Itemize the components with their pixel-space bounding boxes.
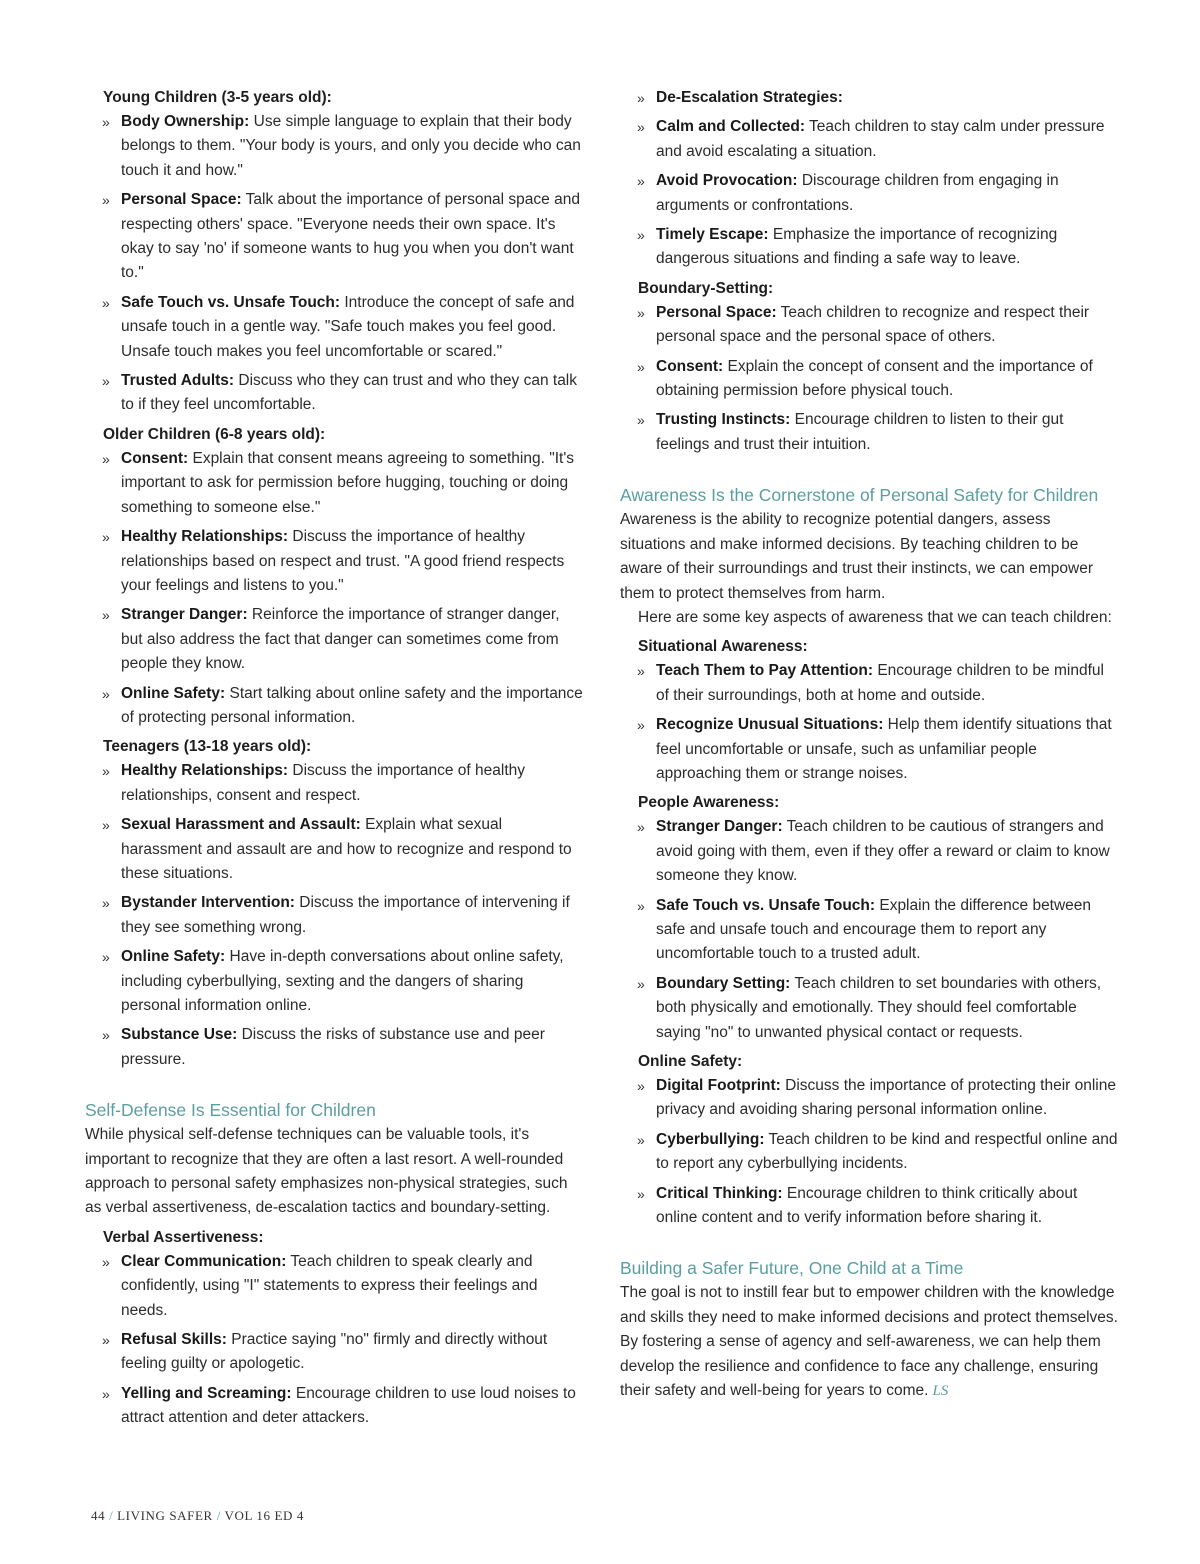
list-item xyxy=(620,86,1120,110)
page-number: 44 xyxy=(91,1508,106,1523)
item-label: Personal Space: xyxy=(121,191,242,209)
bullet-marker-icon: » xyxy=(102,192,110,209)
list-item xyxy=(85,291,585,364)
subheading-online: Online Safety: xyxy=(638,1053,743,1070)
section-heading-self-defense: Self-Defense Is Essential for Children xyxy=(85,1100,376,1121)
item-text: Discuss the importance of intervening if they see something wrong. xyxy=(121,894,570,936)
subheading-older: Older Children (6-8 years old): xyxy=(103,425,326,443)
bullet-marker-icon: » xyxy=(102,1027,110,1044)
item-label: Timely Escape: xyxy=(656,226,769,244)
item-label: Stranger Danger: xyxy=(656,818,783,836)
bullet-marker-icon: » xyxy=(102,1253,110,1270)
item-label: Teach Them to Pay Attention: xyxy=(656,662,874,680)
subheading-teens: Teenagers (13-18 years old): xyxy=(103,738,312,756)
item-text: Discuss the importance of healthy relationships, consent and respect. xyxy=(121,762,526,804)
item-label: Digital Footprint: xyxy=(656,1077,781,1094)
item-text: Teach children to be cautious of strangers and avoid going with them, even if they offer a reward or claim to know someone they know. xyxy=(656,818,1110,885)
list-item xyxy=(620,223,1120,272)
bullet-list xyxy=(620,1074,1120,1230)
list-item xyxy=(85,525,585,598)
item-text: Teach children to stay calm under pressure and avoid escalating a situation. xyxy=(656,118,1105,160)
item-label: Trusting Instincts: xyxy=(656,411,791,429)
item-text: Encourage children to listen to their gut feelings and trust their intuition. xyxy=(656,411,1064,453)
list-item xyxy=(620,659,1120,708)
right-column xyxy=(620,86,1120,1403)
left-column xyxy=(85,86,585,1436)
list-item xyxy=(85,110,585,183)
item-text: Use simple language to explain that their body belongs to them. "Your body is yours, and only you decide who can touch it and how." xyxy=(121,113,581,179)
list-item xyxy=(85,759,585,808)
item-text: Teach children to speak clearly and confidently, using "I" statements to express their feelings and needs. xyxy=(121,1252,538,1319)
subheading-verbal: Verbal Assertiveness: xyxy=(103,1228,264,1246)
list-item xyxy=(620,815,1120,888)
item-label: Healthy Relationships: xyxy=(121,528,289,546)
bullet-list xyxy=(620,86,1120,272)
list-item xyxy=(620,1074,1120,1123)
item-text: Teach children to be kind and respectful online and to report any cyberbullying incidents. xyxy=(656,1130,1118,1173)
paragraph xyxy=(620,1281,1120,1403)
bullet-marker-icon: » xyxy=(637,717,645,734)
page-footer xyxy=(91,1508,304,1524)
section-heading-awareness: Awareness Is the Cornerstone of Personal Safety for Children xyxy=(620,485,1099,506)
item-text: Teach children to recognize and respect their personal space and the personal space of others. xyxy=(656,303,1090,346)
paragraph: Here are some key aspects of awareness that we can teach children: xyxy=(638,608,1112,626)
bullet-marker-icon: » xyxy=(637,975,645,992)
bullet-marker-icon: » xyxy=(637,412,645,429)
item-label: Stranger Danger: xyxy=(121,606,248,624)
item-label: Cyberbullying: xyxy=(656,1130,765,1148)
bullet-marker-icon: » xyxy=(637,304,645,321)
item-label: Safe Touch vs. Unsafe Touch: xyxy=(121,293,341,311)
bullet-marker-icon: » xyxy=(637,358,645,375)
paragraph: While physical self-defense techniques can be valuable tools, it's important to recognize that they are often a last resort. A well-rounded approach to personal safety emphasizes non-physical strategies, such as verbal assertiveness, de-escalation tactics and boundary-setting. xyxy=(85,1126,568,1217)
item-text: Discuss who they can trust and who they can talk to if they feel uncomfortable. xyxy=(121,372,578,414)
item-text: Encourage children to use loud noises to attract attention and deter attackers. xyxy=(121,1384,576,1427)
section-heading-future: Building a Safer Future, One Child at a Time xyxy=(620,1258,964,1279)
item-text: Discuss the importance of protecting their online privacy and avoiding sharing personal information online. xyxy=(656,1077,1116,1119)
item-text: Start talking about online safety and the importance of protecting personal information. xyxy=(121,684,583,726)
item-label: Sexual Harassment and Assault: xyxy=(121,816,361,834)
item-label: Clear Communication: xyxy=(121,1252,287,1270)
bullet-marker-icon: » xyxy=(102,685,110,702)
bullet-marker-icon: » xyxy=(102,450,110,467)
bullet-list xyxy=(85,759,585,1072)
item-label: Critical Thinking: xyxy=(656,1184,783,1202)
item-label: Consent: xyxy=(121,449,189,467)
item-text: Emphasize the importance of recognizing dangerous situations and finding a safe way to leave. xyxy=(656,226,1058,268)
item-label: De-Escalation Strategies: xyxy=(656,89,843,106)
bullet-marker-icon: » xyxy=(102,949,110,966)
bullet-marker-icon: » xyxy=(637,227,645,244)
list-item xyxy=(85,1023,585,1072)
bullet-list xyxy=(620,301,1120,457)
end-mark-icon: LS xyxy=(932,1383,949,1400)
magazine-name: LIVING SAFER xyxy=(117,1508,213,1523)
bullet-list xyxy=(620,659,1120,786)
item-label: Avoid Provocation: xyxy=(656,172,798,190)
list-item xyxy=(620,713,1120,786)
item-label: Personal Space: xyxy=(656,303,777,321)
bullet-marker-icon: » xyxy=(637,819,645,836)
item-label: Body Ownership: xyxy=(121,113,250,130)
item-text: Discuss the importance of healthy relationships based on respect and trust. "A good friend respects your feelings and listens to you." xyxy=(121,528,565,594)
list-item xyxy=(85,447,585,520)
list-item xyxy=(620,115,1120,164)
item-text: Explain the concept of consent and the importance of obtaining permission before physical touch. xyxy=(656,357,1093,400)
item-text: Encourage children to be mindful of their surroundings, both at home and outside. xyxy=(656,662,1104,704)
list-item xyxy=(620,355,1120,404)
bullet-list xyxy=(85,110,585,418)
item-label: Healthy Relationships: xyxy=(121,762,289,780)
item-text: Have in-depth conversations about online safety, including cyberbullying, sexting and the dangers of sharing personal information online. xyxy=(121,948,564,1014)
item-label: Bystander Intervention: xyxy=(121,894,295,912)
item-text: Practice saying "no" firmly and directly without feeling guilty or apologetic. xyxy=(121,1331,548,1373)
footer-separator: / xyxy=(109,1508,114,1523)
bullet-marker-icon: » xyxy=(637,90,645,106)
bullet-marker-icon: » xyxy=(102,895,110,912)
paragraph-text: The goal is not to instill fear but to empower children with the knowledge and skills they need to make informed decisions and protect themselves. By fostering a sense of agency and self-awareness, we can help them develop the resilience and confidence to face any challenge, ensuring their safety and well-being for years to come. xyxy=(620,1284,1118,1400)
footer-separator: / xyxy=(216,1508,221,1523)
item-text: Introduce the concept of safe and unsafe touch in a gentle way. "Safe touch makes you feel good. Unsafe touch makes you feel uncomfortable or scared." xyxy=(121,293,575,360)
paragraph: Awareness is the ability to recognize potential dangers, assess situations and make informed decisions. By teaching children to be aware of their surroundings and trust their instincts, we can empower them to protect themselves from harm. xyxy=(620,511,1093,602)
item-label: Yelling and Screaming: xyxy=(121,1384,292,1402)
item-text: Explain that consent means agreeing to something. "It's important to ask for permission before hugging, touching or doing something to someone else." xyxy=(121,449,575,516)
list-item xyxy=(85,813,585,886)
list-item xyxy=(85,945,585,1018)
item-label: Trusted Adults: xyxy=(121,372,235,390)
item-text: Explain the difference between safe and unsafe touch and encourage them to report any uncomfortable touch to a trusted adult. xyxy=(656,896,1092,963)
bullet-marker-icon: » xyxy=(637,1185,645,1202)
item-text: Teach children to set boundaries with others, both physically and emotionally. They should feel comfortable saying "no" to unwanted physical contact or requests. xyxy=(656,974,1102,1041)
item-text: Discourage children from engaging in arguments or confrontations. xyxy=(656,172,1059,214)
bullet-marker-icon: » xyxy=(102,607,110,624)
item-text: Talk about the importance of personal space and respecting others' space. "Everyone needs their own space. It's okay to say 'no' if someone wants to hug you when you don't want to." xyxy=(121,191,580,282)
list-item xyxy=(85,369,585,418)
item-label: Online Safety: xyxy=(121,684,226,702)
item-label: Safe Touch vs. Unsafe Touch: xyxy=(656,896,876,914)
bullet-marker-icon: » xyxy=(102,1332,110,1349)
bullet-marker-icon: » xyxy=(102,763,110,780)
list-item xyxy=(85,188,585,286)
list-item xyxy=(85,1382,585,1431)
bullet-marker-icon: » xyxy=(637,1131,645,1148)
item-label: Substance Use: xyxy=(121,1026,238,1044)
subheading-situational: Situational Awareness: xyxy=(638,638,808,656)
item-label: Recognize Unusual Situations: xyxy=(656,716,884,734)
item-label: Boundary Setting: xyxy=(656,974,791,992)
list-item xyxy=(620,169,1120,218)
item-text: Reinforce the importance of stranger danger, but also address the fact that danger can sometimes come from people they know. xyxy=(121,606,560,673)
issue-label: VOL 16 ED 4 xyxy=(224,1508,304,1523)
bullet-marker-icon: » xyxy=(102,294,110,311)
bullet-marker-icon: » xyxy=(637,119,645,136)
bullet-marker-icon: » xyxy=(102,1385,110,1402)
item-text: Help them identify situations that feel uncomfortable or unsafe, such as unfamiliar people approaching them or strange noises. xyxy=(656,716,1112,782)
list-item xyxy=(85,682,585,731)
bullet-marker-icon: » xyxy=(637,663,645,680)
bullet-marker-icon: » xyxy=(102,817,110,834)
bullet-marker-icon: » xyxy=(637,897,645,914)
bullet-marker-icon: » xyxy=(637,173,645,190)
subheading-young: Young Children (3-5 years old): xyxy=(103,89,332,106)
list-item xyxy=(620,1182,1120,1231)
bullet-list xyxy=(620,815,1120,1045)
list-item xyxy=(85,891,585,940)
item-text: Explain what sexual harassment and assault are and how to recognize and respond to these situations. xyxy=(121,816,572,882)
list-item xyxy=(85,1250,585,1323)
list-item xyxy=(620,1128,1120,1177)
list-item xyxy=(620,972,1120,1045)
list-item xyxy=(620,894,1120,967)
bullet-marker-icon: » xyxy=(102,373,110,390)
item-label: Refusal Skills: xyxy=(121,1331,227,1349)
list-item xyxy=(85,1328,585,1377)
item-label: Consent: xyxy=(656,357,724,375)
item-label: Calm and Collected: xyxy=(656,118,805,136)
subheading-people: People Awareness: xyxy=(638,794,780,812)
item-label: Online Safety: xyxy=(121,948,226,966)
list-item xyxy=(85,603,585,676)
bullet-marker-icon: » xyxy=(102,529,110,546)
list-item xyxy=(620,408,1120,457)
bullet-list xyxy=(85,447,585,730)
bullet-marker-icon: » xyxy=(637,1078,645,1094)
list-item xyxy=(620,301,1120,350)
item-text: Encourage children to think critically about online content and to verify information before sharing it. xyxy=(656,1184,1078,1227)
item-text: Discuss the risks of substance use and peer pressure. xyxy=(121,1026,545,1068)
bullet-marker-icon: » xyxy=(102,114,110,130)
subheading-boundary: Boundary-Setting: xyxy=(638,279,774,297)
bullet-list xyxy=(85,1250,585,1431)
